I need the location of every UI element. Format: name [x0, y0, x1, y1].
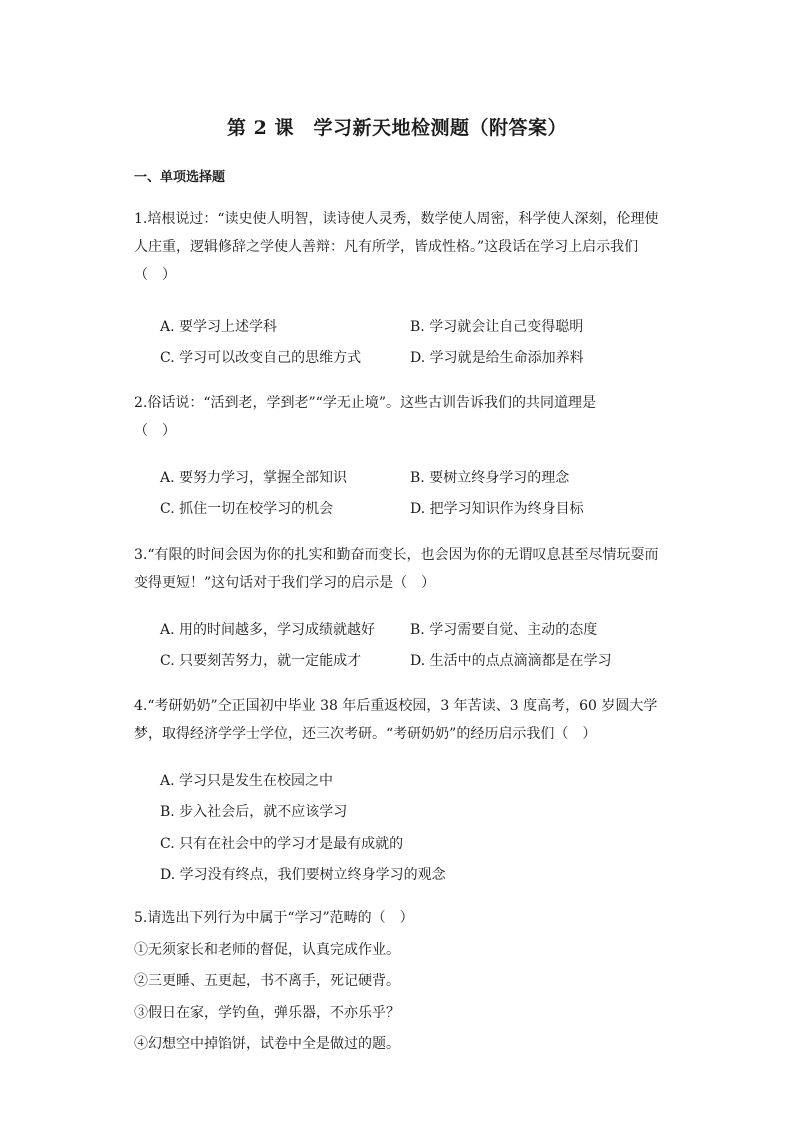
question-3-line-2: 变得更短！”这句话对于我们学习的启示是（ ） — [134, 575, 436, 591]
question-1-option-c: C. 学习可以改变自己的思维方式 — [160, 350, 362, 366]
question-1-option-b: B. 学习就会让自己变得聪明 — [410, 319, 584, 335]
question-5-item-2: ②三更睡、五更起，书不离手，死记硬背。 — [134, 973, 400, 989]
question-4-option-a: A. 学习只是发生在校园之中 — [160, 773, 334, 789]
question-4-option-d: D. 学习没有终点，我们要树立终身学习的观念 — [160, 867, 446, 883]
question-4-line-2: 梦，取得经济学学士学位，还三次考研。“考研奶奶”的经历启示我们（ ） — [134, 726, 597, 742]
page-title: 第 2 课 学习新天地检测题（附答案） — [227, 117, 567, 139]
question-4-option-b: B. 步入社会后，就不应该学习 — [160, 804, 348, 820]
section-heading: 一、单项选择题 — [134, 170, 226, 185]
question-5-item-1: ①无须家长和老师的督促，认真完成作业。 — [134, 942, 400, 958]
question-2-line-1: 2.俗话说：“活到老，学到老”“学无止境”。这些古训告诉我们的共同道理是 — [134, 395, 596, 411]
question-5-stem: 5.请选出下列行为中属于“学习”范畴的（ ） — [134, 910, 414, 926]
question-3-options-row-2 — [160, 651, 660, 671]
question-4-option-c: C. 只有在社会中的学习才是最有成就的 — [160, 836, 404, 852]
question-2-option-a: A. 要努力学习，掌握全部知识 — [160, 470, 348, 486]
question-3-option-a: A. 用的时间越多，学习成绩就越好 — [160, 622, 376, 638]
question-2-stem — [134, 389, 664, 445]
question-1-option-a: A. 要学习上述学科 — [160, 319, 278, 335]
question-3-stem — [134, 541, 664, 597]
question-2-options-row-2 — [160, 499, 660, 519]
question-1-stem — [134, 205, 664, 289]
question-1-line-1: 1.培根说过：“读史使人明智，读诗使人灵秀，数学使人周密，科学使人深刻，伦理使 — [134, 211, 659, 227]
question-2-line-2: （ ） — [134, 423, 176, 439]
question-5-item-4: ④幻想空中掉馅饼，试卷中全是做过的题。 — [134, 1036, 400, 1052]
question-1-option-d: D. 学习就是给生命添加养料 — [410, 350, 584, 366]
question-2-options-row-1 — [160, 468, 660, 488]
question-4-stem — [134, 692, 664, 748]
question-3-option-b: B. 学习需要自觉、主动的态度 — [410, 622, 598, 638]
question-1-options-row-1 — [160, 317, 660, 337]
question-3-option-d: D. 生活中的点点滴滴都是在学习 — [410, 653, 612, 669]
question-1-options-row-2 — [160, 348, 660, 368]
question-2-option-c: C. 抓住一切在校学习的机会 — [160, 501, 334, 517]
question-3-option-c: C. 只要刻苦努力，就一定能成才 — [160, 653, 362, 669]
question-2-option-b: B. 要树立终身学习的理念 — [410, 470, 570, 486]
question-5-item-3: ③假日在家，学钓鱼，弹乐器，不亦乐乎？ — [134, 1005, 400, 1021]
question-3-line-1: 3.“有限的时间会因为你的扎实和勤奋而变长，也会因为你的无谓叹息甚至尽情玩耍而 — [134, 547, 659, 563]
question-4-line-1: 4.“考研奶奶”仝正国初中毕业 38 年后重返校园，3 年苦读、3 度高考，60 岁圆大学 — [134, 698, 658, 714]
question-2-option-d: D. 把学习知识作为终身目标 — [410, 501, 584, 517]
question-1-line-3: （ ） — [134, 267, 176, 283]
question-3-options-row-1 — [160, 620, 660, 640]
question-1-line-2: 人庄重，逻辑修辞之学使人善辩：凡有所学，皆成性格。”这段话在学习上启示我们 — [134, 239, 639, 255]
